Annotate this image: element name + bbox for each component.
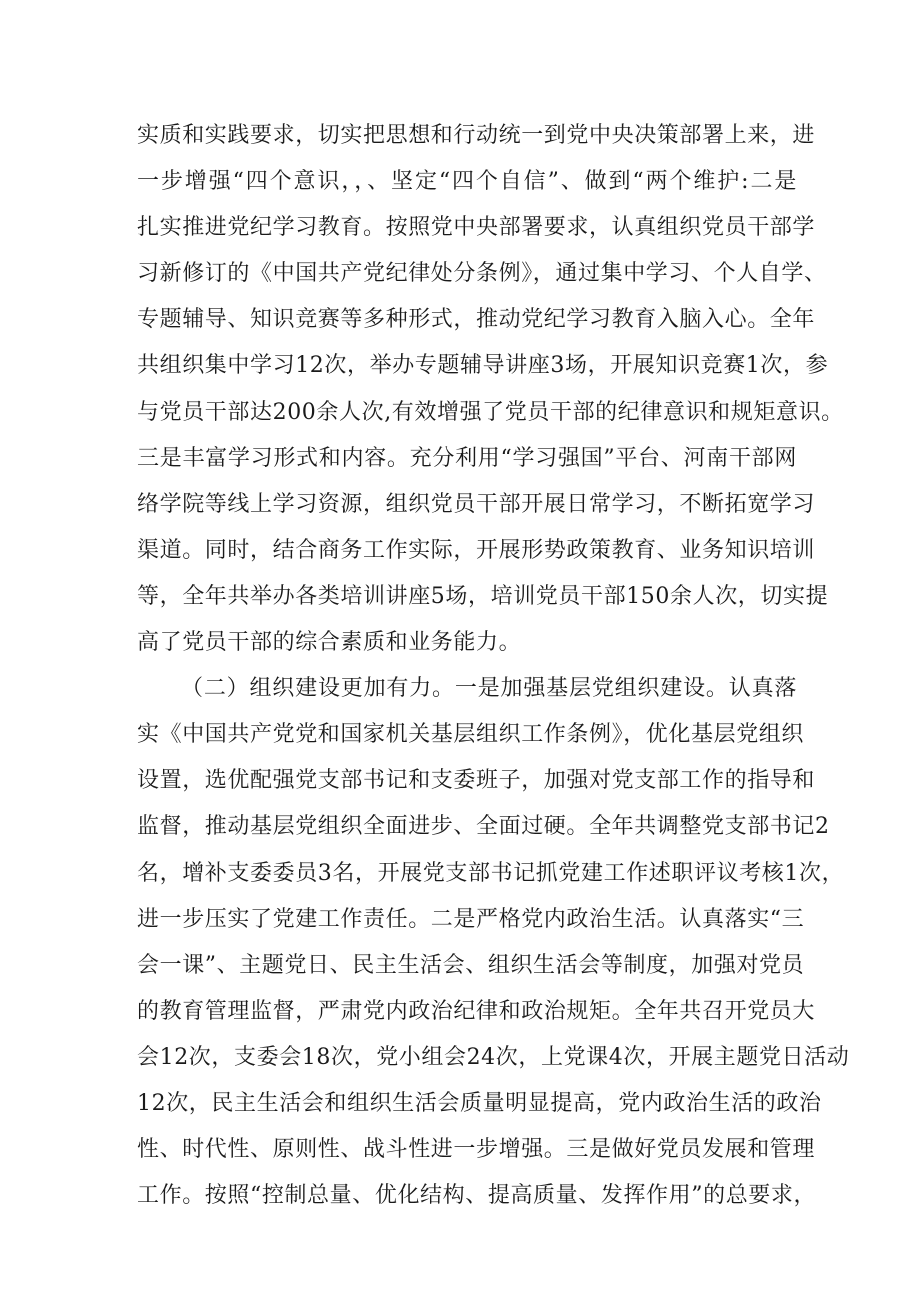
text-line: 共组织集中学习12次，举办专题辅导讲座3场，开展知识竞赛1次，参 — [137, 353, 829, 379]
text-line: 监督，推动基层党组织全面进步、全面过硬。全年共调整党支部书记2 — [137, 814, 830, 840]
text-line: 习新修订的《中国共产党纪律处分条例》，通过集中学习、个人自学、 — [137, 261, 827, 287]
text-line: 络学院等线上学习资源，组织党员干部开展日常学习，不断拓宽学习 — [137, 491, 816, 517]
text-line: 工作。按照“控制总量、优化结构、提高质量、发挥作用”的总要求， — [137, 1183, 817, 1209]
text-line: 进一步压实了党建工作责任。二是严格党内政治生活。认真落实“三 — [137, 906, 805, 932]
text-line: 实质和实践要求，切实把思想和行动统一到党中央决策部署上来，进 — [137, 123, 816, 148]
text-line: 高了党员干部的综合素质和业务能力。 — [137, 630, 522, 656]
text-line: 名，增补支委委员3名，开展党支部书记抓党建工作述职评议考核1次， — [137, 860, 845, 886]
text-line: 的教育管理监督，严肃党内政治纪律和政治规矩。全年共召开党员大 — [137, 998, 816, 1024]
text-line: 扎实推进党纪学习教育。按照党中央部署要求，认真组织党员干部学 — [137, 215, 816, 241]
text-line: 一步增强“四个意识，，、坚定“四个自信”、做到“两个维护:二是 — [137, 169, 797, 195]
text-line: 实《中国共产党党和国家机关基层组织工作条例》，优化基层党组织 — [137, 722, 805, 748]
text-line: 会12次，支委会18次，党小组会24次，上党课4次，开展主题党日活动 — [137, 1044, 850, 1070]
text-line: （二）组织建设更加有力。一是加强基层党组织建设。认真落 — [181, 676, 797, 702]
document-body — [137, 113, 850, 1219]
text-line: 性、时代性、原则性、战斗性进一步增强。三是做好党员发展和管理 — [137, 1137, 816, 1163]
text-line: 12次，民主生活会和组织生活会质量明显提高，党内政治生活的政治 — [137, 1090, 822, 1116]
text-line: 等，全年共举办各类培训讲座5场，培训党员干部150余人次，切实提 — [137, 583, 829, 609]
text-line: 渠道。同时，结合商务工作实际，开展形势政策教育、业务知识培训 — [137, 537, 816, 563]
text-line: 设置，选优配强党支部书记和支委班子，加强对党支部工作的指导和 — [137, 768, 816, 794]
text-line: 会一课”、主题党日、民主生活会、组织生活会等制度，加强对党员 — [137, 952, 805, 978]
text-line: 专题辅导、知识竞赛等多种形式，推动党纪学习教育入脑入心。全年 — [137, 307, 816, 333]
text-line: 与党员干部达200余人次,有效增强了党员干部的纪律意识和规矩意识。 — [137, 399, 844, 425]
text-line: 三是丰富学习形式和内容。充分利用“学习强国”平台、河南干部网 — [137, 445, 797, 471]
